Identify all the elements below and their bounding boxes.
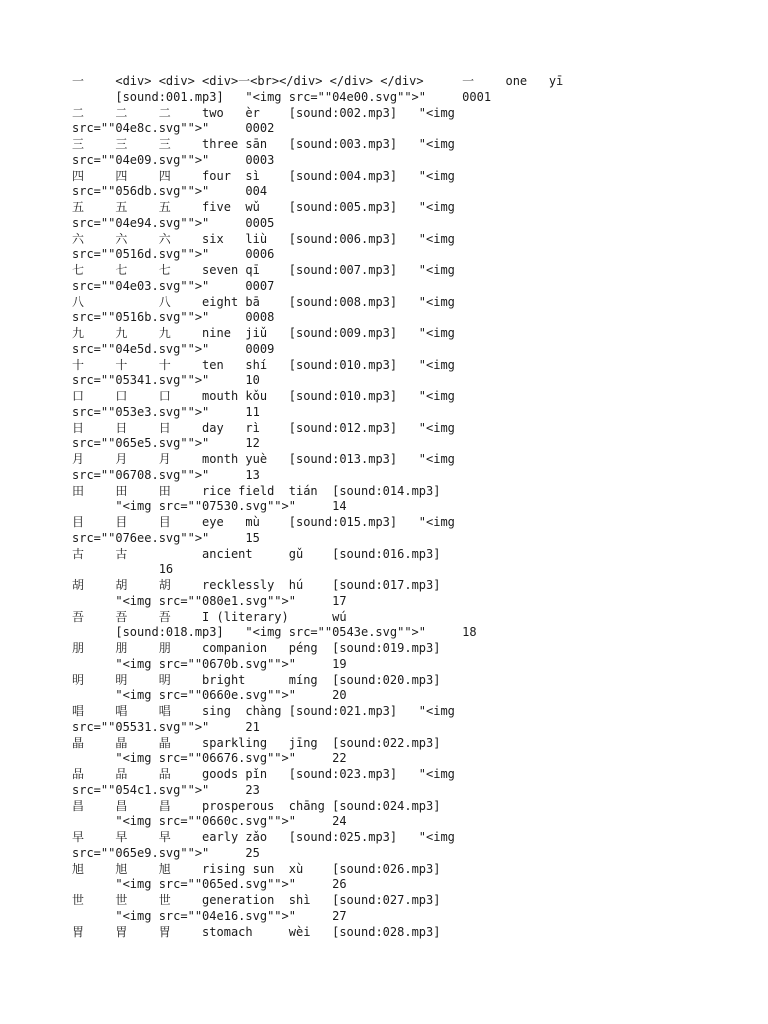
text-line: "<img src=""0660e.svg"">" 20 [72, 688, 347, 703]
text-line: src=""04e5d.svg"">" 0009 [72, 341, 275, 356]
text-line: 月 月 月 month yuè [sound:013.mp3] "<img [72, 452, 455, 466]
text-line: src=""076ee.svg"">" 15 [72, 530, 260, 545]
text-line: 目 目 目 eye mù [sound:015.mp3] "<img [72, 515, 455, 529]
text-line: src=""04e8c.svg"">" 0002 [72, 121, 275, 136]
text-line: src=""065e9.svg"">" 25 [72, 845, 260, 860]
text-line: 旭 旭 旭 rising sun xù [sound:026.mp3] [72, 861, 441, 876]
text-line: 二 二 二 two èr [sound:002.mp3] "<img [72, 105, 455, 120]
text-line: "<img src=""07530.svg"">" 14 [72, 499, 347, 514]
text-line: src=""054c1.svg"">" 23 [72, 782, 260, 797]
text-line: "<img src=""0660c.svg"">" 24 [72, 814, 347, 829]
text-line: "<img src=""06676.svg"">" 22 [72, 751, 347, 766]
text-line: [sound:001.mp3] "<img src=""04e00.svg"">" 0001 [72, 89, 492, 104]
text-line: src=""06708.svg"">" 13 [72, 467, 260, 482]
text-line: src=""065e5.svg"">" 12 [72, 436, 260, 451]
text-line: 昌 昌 昌 prosperous chāng [sound:024.mp3] [72, 798, 441, 813]
text-line: "<img src=""0670b.svg"">" 19 [72, 656, 347, 671]
text-line: 一 <div> <div> <div>一<br></div> </div> </div> 一 one yī [72, 74, 564, 88]
text-line: 九 九 九 nine jiǔ [sound:009.mp3] "<img [72, 326, 455, 340]
text-line: 唱 唱 唱 sing chàng [sound:021.mp3] "<img [72, 704, 455, 718]
text-line: 四 四 四 four sì [sound:004.mp3] "<img [72, 168, 455, 183]
text-line: src=""05531.svg"">" 21 [72, 719, 260, 734]
text-line: 早 早 早 early zǎo [sound:025.mp3] "<img [72, 830, 455, 844]
text-line: "<img src=""080e1.svg"">" 17 [72, 593, 347, 608]
text-line: src=""04e94.svg"">" 0005 [72, 215, 275, 230]
text-line: src=""04e03.svg"">" 0007 [72, 278, 275, 293]
text-line: 朋 朋 朋 companion péng [sound:019.mp3] [72, 641, 441, 655]
text-line: 晶 晶 晶 sparkling jīng [sound:022.mp3] [72, 735, 441, 750]
text-line: 三 三 三 three sān [sound:003.mp3] "<img [72, 137, 455, 151]
text-line: "<img src=""04e16.svg"">" 27 [72, 908, 347, 923]
text-line: 16 [72, 562, 174, 577]
text-line: 十 十 十 ten shí [sound:010.mp3] "<img [72, 357, 455, 372]
text-line: 七 七 七 seven qī [sound:007.mp3] "<img [72, 263, 455, 277]
text-line: src=""04e09.svg"">" 0003 [72, 152, 275, 167]
text-line: 田 田 田 rice field tián [sound:014.mp3] [72, 483, 441, 498]
text-line: src=""0516d.svg"">" 0006 [72, 247, 275, 262]
text-line: src=""0516b.svg"">" 0008 [72, 310, 275, 325]
text-line: [sound:018.mp3] "<img src=""0543e.svg"">" 18 [72, 625, 477, 640]
text-line: 古 古 ancient gǔ [sound:016.mp3] [72, 546, 441, 561]
text-line: 胡 胡 胡 recklessly hú [sound:017.mp3] [72, 578, 441, 592]
text-line: 口 口 口 mouth kǒu [sound:010.mp3] "<img [72, 389, 455, 403]
text-line: 明 明 明 bright míng [sound:020.mp3] [72, 672, 441, 687]
text-line: 世 世 世 generation shì [sound:027.mp3] [72, 893, 441, 907]
text-line: "<img src=""065ed.svg"">" 26 [72, 877, 347, 892]
text-line: 品 品 品 goods pǐn [sound:023.mp3] "<img [72, 767, 455, 781]
text-line: 五 五 五 five wǔ [sound:005.mp3] "<img [72, 200, 455, 214]
text-line: 八 八 eight bā [sound:008.mp3] "<img [72, 294, 455, 309]
text-line: 吾 吾 吾 I (literary) wú [72, 609, 347, 624]
text-line: src=""056db.svg"">" 004 [72, 184, 268, 199]
text-line: 六 六 六 six liù [sound:006.mp3] "<img [72, 231, 455, 246]
text-line: 胃 胃 胃 stomach wèi [sound:028.mp3] [72, 924, 441, 939]
text-line: 日 日 日 day rì [sound:012.mp3] "<img [72, 420, 455, 435]
text-line: src=""05341.svg"">" 10 [72, 373, 260, 388]
text-line: src=""053e3.svg"">" 11 [72, 404, 260, 419]
